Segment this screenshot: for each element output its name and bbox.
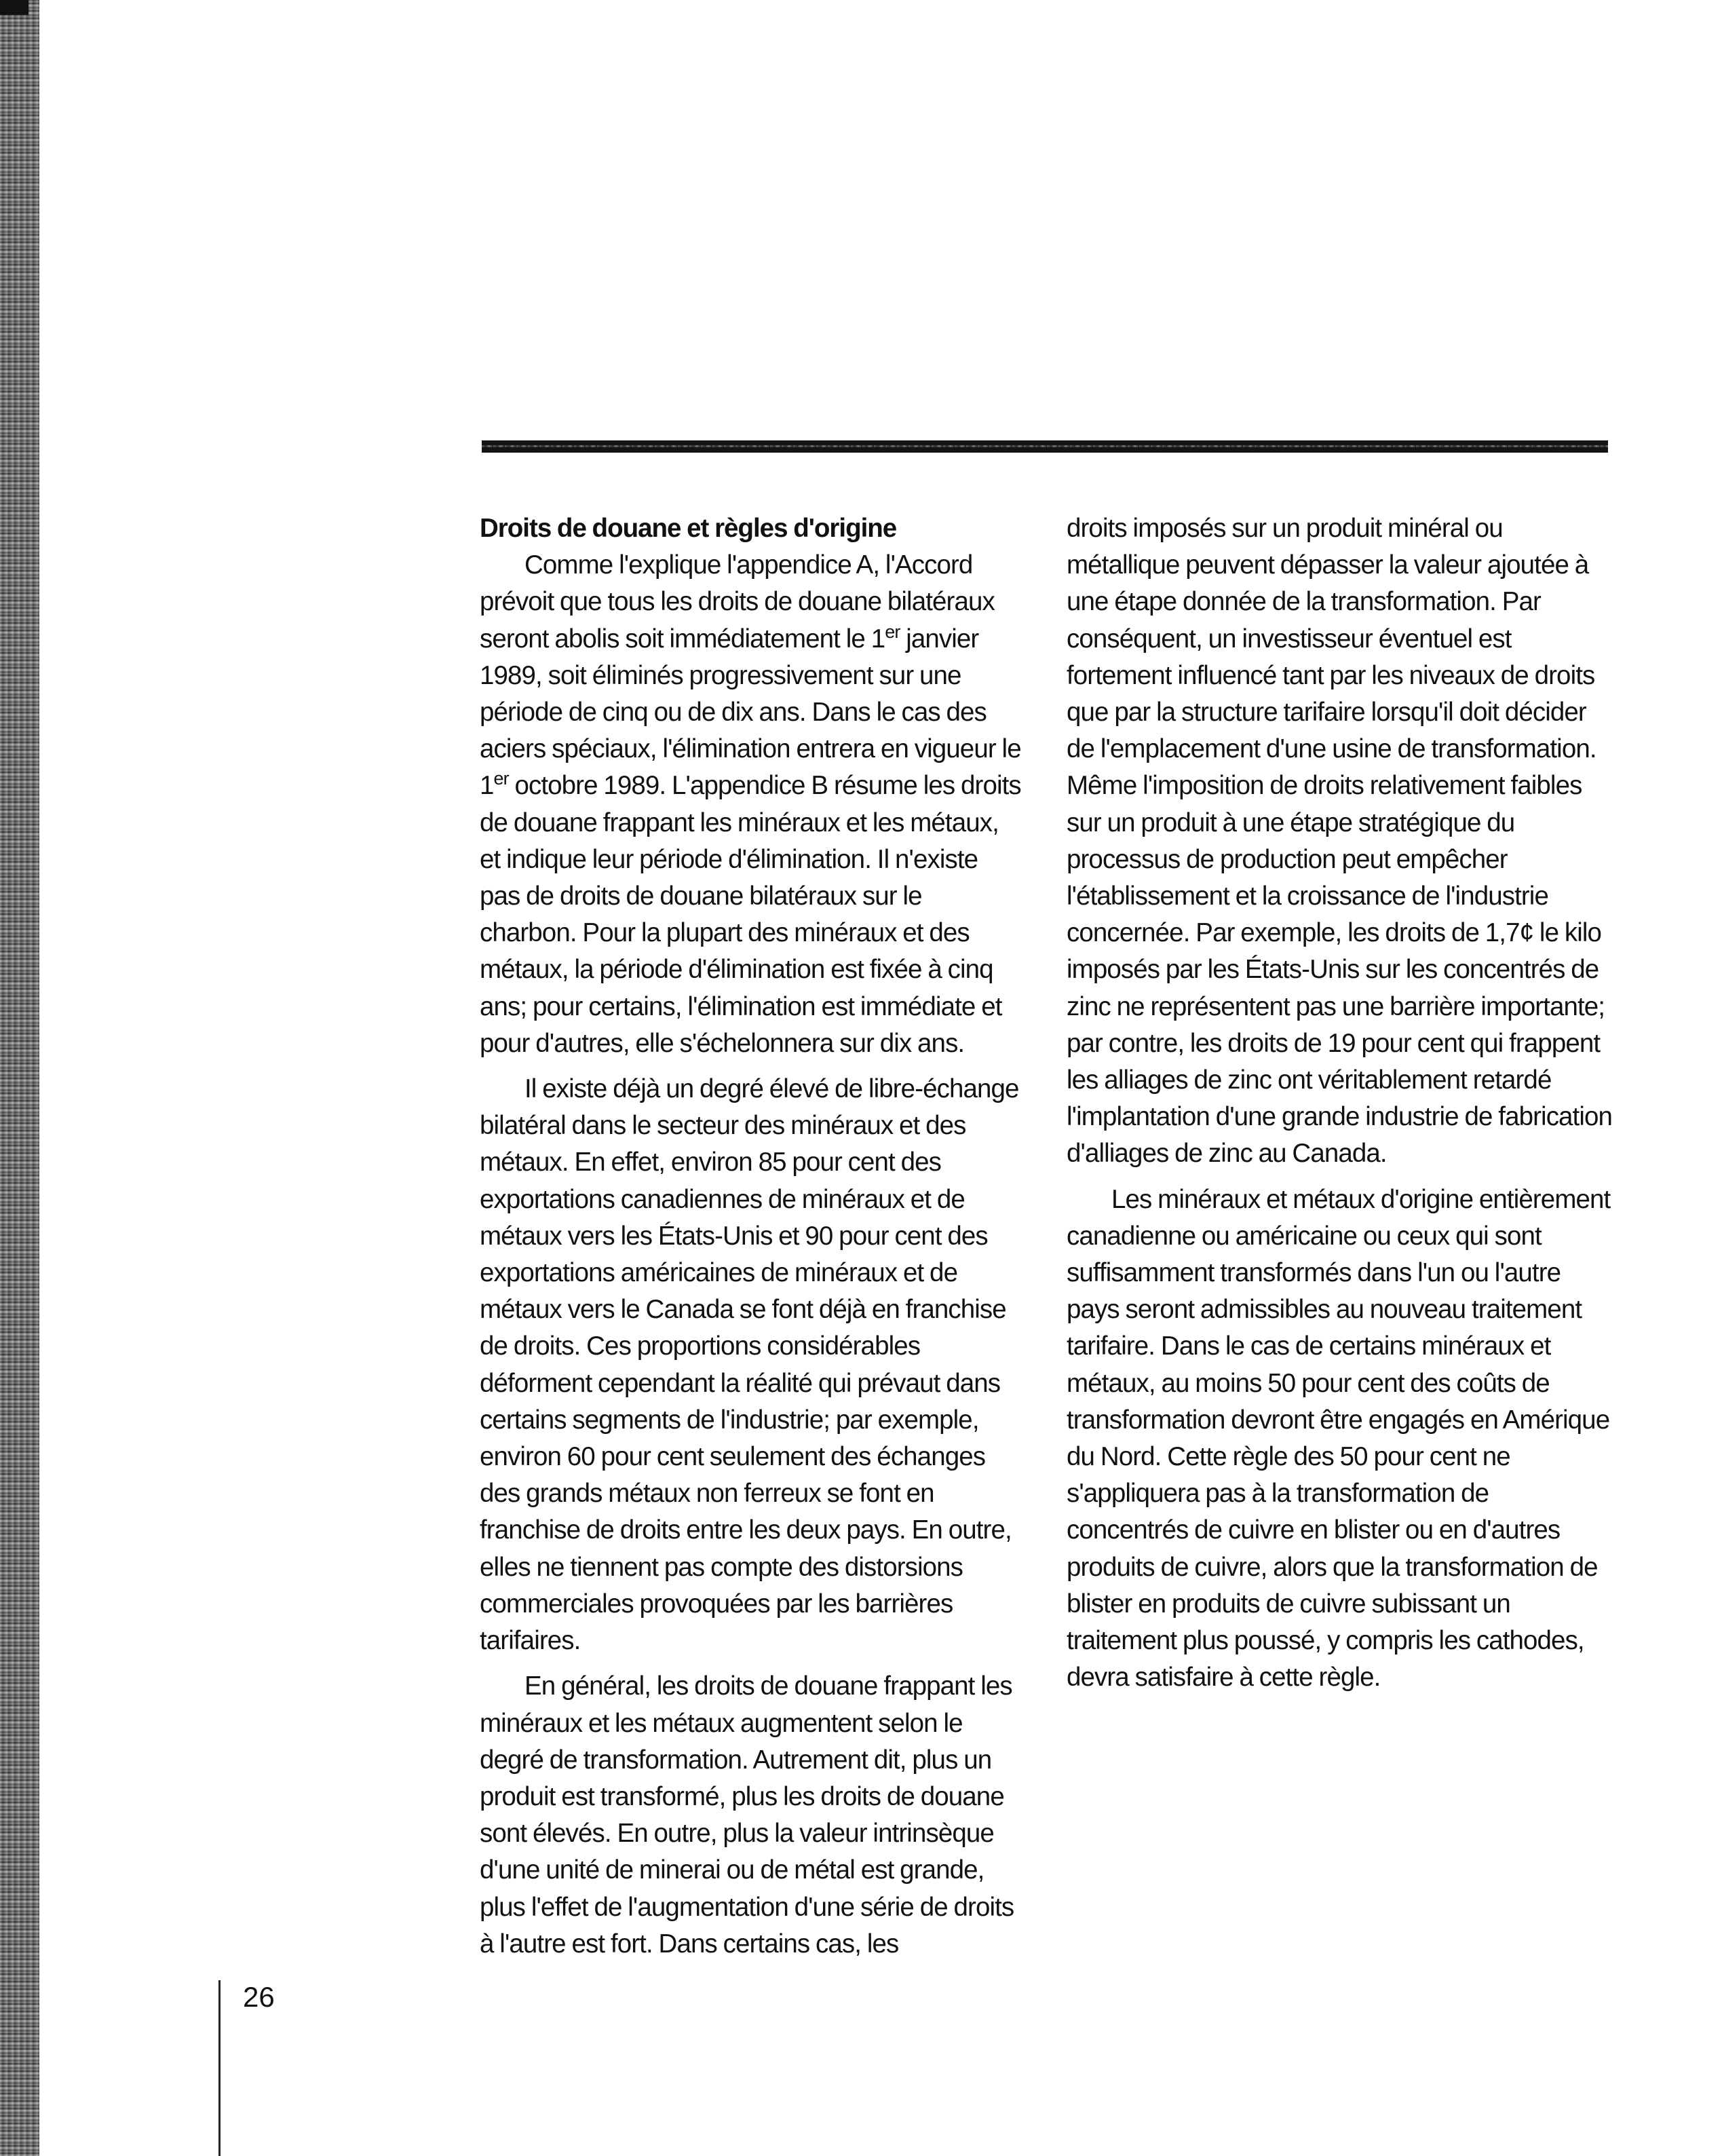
scan-corner	[0, 0, 28, 15]
right-column	[1067, 510, 1616, 1705]
section-heading: Droits de douane et règles d'origine	[480, 514, 897, 543]
header-rule	[482, 440, 1608, 453]
scan-edge	[0, 0, 39, 2156]
paragraph: Les minéraux et métaux d'origine entièrement canadienne ou américaine ou ceux qui sont suffisamment transformés dans l'un ou l'autre pays seront admissibles au nouveau traitement tarifaire. Dans le cas de certains minéraux et métaux, au moins 50 pour cent des coûts de transformation devront être engagés en Amérique du Nord. Cette règle des 50 pour cent ne s'appliquera pas à la transformation de concentrés de cuivre en blister ou en d'autres produits de cuivre, alors que la transformation de blister en produits de cuivre subissant un traitement plus poussé, y compris les cathodes, devra satisfaire à cette règle.	[1067, 1184, 1611, 1692]
paragraph: Il existe déjà un degré élevé de libre-échange bilatéral dans le secteur des minéraux et des métaux. En effet, environ 85 pour cent des exportations canadiennes de minéraux et de métaux vers les États-Unis et 90 pour cent des exportations américaines de minéraux et de métaux vers le Canada se font déjà en franchise de droits. Ces proportions considérables déforment cependant la réalité qui prévaut dans certains segments de l'industrie; par exemple, environ 60 pour cent seulement des échanges des grands métaux non ferreux se font en franchise de droits entre les deux pays. En outre, elles ne tiennent pas compte des distorsions commerciales provoquées par les barrières tarifaires.	[480, 1074, 1019, 1656]
paragraph: En général, les droits de douane frappant les minéraux et les métaux augmentent selon le degré de transformation. Autrement dit, plus un produit est transformé, plus les droits de douane sont élevés. En outre, plus la valeur intrinsèque d'une unité de minerai ou de métal est grande, plus l'effet de l'augmentation d'une série de droits à l'autre est fort. Dans certains cas, les	[480, 1671, 1014, 1959]
paragraph: Comme l'explique l'appendice A, l'Accord prévoit que tous les droits de douane bilatéraux seront abolis soit immédiatement le 1er janvier 1989, soit éliminés progressivement sur une période de cinq ou de dix ans. Dans le cas des aciers spéciaux, l'élimination entrera en vigueur le 1er octobre 1989. L'appendice B résume les droits de douane frappant les minéraux et les métaux, et indique leur période d'élimination. Il n'existe pas de droits de douane bilatéraux sur le charbon. Pour la plupart des minéraux et des métaux, la période d'élimination est fixée à cinq ans; pour certains, l'élimination est immédiate et pour d'autres, elle s'échelonnera sur dix ans.	[480, 550, 1021, 1058]
page-number: 26	[243, 1981, 275, 2013]
left-column	[480, 510, 1022, 1971]
paragraph: droits imposés sur un produit minéral ou métallique peuvent dépasser la valeur ajoutée à une étape donnée de la transformation. Par conséquent, un investisseur éventuel est fortement influencé tant par les niveaux de droits que par la structure tarifaire lorsqu'il doit décider de l'emplacement d'une usine de transformation. Même l'imposition de droits relativement faibles sur un produit à une étape stratégique du processus de production peut empêcher l'établissement et la croissance de l'industrie concernée. Par exemple, les droits de 1,7¢ le kilo imposés par les États-Unis sur les concentrés de zinc ne représentent pas une barrière importante; par contre, les droits de 19 pour cent qui frappent les alliages de zinc ont véritablement retardé l'implantation d'une grande industrie de fabrication d'alliages de zinc au Canada.	[1067, 514, 1613, 1169]
page-number-rule	[218, 1980, 221, 2156]
